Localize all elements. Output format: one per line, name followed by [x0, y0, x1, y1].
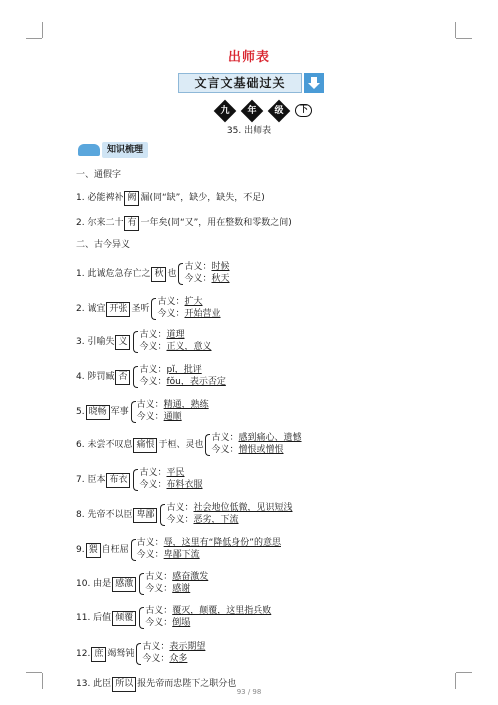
definition [145, 606, 271, 617]
grade-half: 下 [295, 104, 312, 117]
definition [145, 618, 190, 629]
definition-answer: 覆灭，颠覆，这里指兵败 [172, 606, 272, 616]
definition [139, 377, 225, 388]
item-text: 自枉屈 [101, 545, 129, 555]
definition-answer: 正义，意义 [166, 342, 212, 352]
list-item [76, 538, 281, 562]
definition-answer: 平民 [166, 468, 185, 478]
definition [166, 515, 238, 526]
boxed-word: 布衣 [106, 473, 130, 488]
definition [137, 400, 209, 411]
definition-answer: 布料衣服 [166, 480, 203, 490]
definition-answer: 众多 [169, 654, 188, 664]
lesson-subtitle: 35. 出师表 [226, 126, 272, 136]
item-text: 4. 陟罚臧 [76, 372, 115, 382]
brace [178, 263, 183, 285]
definition-label: 今义： [136, 412, 164, 422]
definition [184, 274, 229, 285]
boxed-word: 猥 [86, 543, 101, 558]
definition-label: 古义： [139, 365, 167, 375]
definition [137, 412, 182, 423]
section-heading: 一、通假字 [76, 170, 122, 180]
definition-label: 古义： [136, 400, 164, 410]
definition-label: 古义： [184, 262, 212, 272]
definition-label: 古义： [136, 538, 164, 548]
list-item [76, 433, 302, 457]
definition-label: 今义： [145, 584, 173, 594]
definition-answer: 恶劣，下流 [193, 515, 239, 525]
item-text: 竭驽钝 [107, 649, 135, 659]
crop-mark [455, 673, 456, 689]
definition-label: 古义： [142, 642, 170, 652]
definition [142, 642, 205, 653]
definition [139, 330, 184, 341]
list-item [76, 642, 206, 666]
definition-label: 古义： [139, 468, 167, 478]
grade-diamond: 年 [241, 99, 264, 122]
definition-label: 今义： [142, 654, 170, 664]
brace [131, 539, 136, 561]
definition-answer: 辱，这里有“降低身份”的意思 [163, 538, 281, 548]
definition-label: 今义： [184, 274, 212, 284]
definition-answer: 感奋激发 [172, 572, 209, 582]
crop-mark [455, 22, 456, 38]
boxed-word: 否 [115, 370, 130, 385]
definition [211, 445, 283, 456]
page-title: 出师表 [227, 50, 270, 65]
definition [145, 584, 190, 595]
definition-answer: 感谢 [172, 584, 191, 594]
crop-mark [26, 38, 42, 39]
item-text: 2. 诚宜 [76, 304, 106, 314]
item-text: 3. 引喻失 [76, 337, 115, 347]
definition [157, 309, 220, 320]
definition-answer: 时候 [211, 262, 230, 272]
definition [184, 262, 229, 273]
definition-answer: 表示期望 [169, 642, 206, 652]
definition-answer: 倒塌 [172, 618, 191, 628]
crop-mark [42, 673, 43, 689]
definition-label: 今义： [139, 480, 167, 490]
boxed-word: 所以 [112, 677, 136, 692]
definition-label: 今义： [139, 377, 167, 387]
boxed-word: 阙 [124, 191, 139, 206]
boxed-word: 义 [115, 335, 130, 350]
definition [139, 480, 202, 491]
banner-label: 文言文基础过关 [178, 73, 302, 93]
definition [166, 503, 292, 514]
book-icon [78, 144, 100, 156]
boxed-word: 秋 [151, 267, 166, 282]
definition-label: 古义： [145, 606, 173, 616]
definition [139, 468, 184, 479]
list-item [76, 503, 293, 527]
item-text: 12. [76, 649, 91, 659]
item-text: 2. 尔来二十 有 一年矣(同“又”，用在整数和零数之间) [76, 215, 292, 231]
definition-label: 古义： [211, 433, 239, 443]
boxed-word: 有 [124, 216, 139, 231]
definition-label: 古义： [157, 297, 185, 307]
list-item [76, 572, 209, 596]
brace [131, 401, 136, 423]
brace [139, 607, 144, 629]
brace [151, 298, 156, 320]
definition [157, 297, 202, 308]
definition [142, 654, 187, 665]
list-item [76, 297, 221, 321]
definition-label: 今义： [157, 309, 185, 319]
item-text: 11. 后值 [76, 613, 112, 623]
definition-label: 古义： [166, 503, 194, 513]
grade-diamond: 级 [268, 99, 291, 122]
boxed-word: 庶 [91, 647, 106, 662]
definition-label: 今义： [139, 342, 167, 352]
list-item [76, 468, 203, 492]
definition [137, 538, 281, 549]
brace [139, 573, 144, 595]
brace [136, 643, 141, 665]
definition [139, 342, 211, 353]
definition-label: 今义： [145, 618, 173, 628]
boxed-word: 开张 [106, 302, 130, 317]
item-text: 1. 必能裨补 阙 漏(同“缺”，缺少，缺失，不足) [76, 190, 265, 206]
crop-mark [42, 22, 43, 38]
definition-answer: pǐ，批评 [166, 365, 202, 375]
section-tag [78, 142, 152, 158]
definition-answer: 精通，熟练 [163, 400, 209, 410]
page-number: 93 / 98 [236, 688, 262, 696]
item-text: 7. 臣本 [76, 475, 106, 485]
definition [145, 572, 208, 583]
definition-answer: 社会地位低微，见识短浅 [193, 503, 293, 513]
item-text: 13. 此臣 所以 报先帝而忠陛下之职分也 [76, 676, 236, 692]
definition-answer: 通顺 [163, 412, 182, 422]
list-item [76, 330, 212, 354]
definition-label: 今义： [136, 550, 164, 560]
definition-answer: 秋天 [211, 274, 230, 284]
brace [205, 434, 210, 456]
boxed-word: 痛恨 [133, 438, 157, 453]
definition [211, 433, 301, 444]
brace [133, 366, 138, 388]
grade-diamond: 九 [214, 99, 237, 122]
definition-answer: 开始营业 [184, 309, 221, 319]
definition [139, 365, 201, 376]
grade-badge [214, 100, 312, 118]
list-item [76, 606, 272, 630]
section-tag-label: 知识梳理 [102, 142, 148, 158]
item-text: 8. 先帝不以臣 [76, 510, 133, 520]
definition-answer: 扩大 [184, 297, 203, 307]
boxed-word: 卑鄙 [133, 508, 157, 523]
definition-answer: 憎恨或憎恨 [238, 445, 284, 455]
definition-label: 古义： [145, 572, 173, 582]
item-text: 6. 未尝不叹息 [76, 440, 133, 450]
list-item [76, 262, 230, 286]
list-item [76, 365, 226, 389]
section-banner [178, 73, 324, 93]
item-text: 9. [76, 545, 85, 555]
definition-answer: 道理 [166, 330, 185, 340]
boxed-word: 倾覆 [112, 611, 136, 626]
item-text: 10. 由是 [76, 579, 112, 589]
brace [133, 331, 138, 353]
brace [160, 504, 165, 526]
boxed-word: 晓畅 [86, 405, 110, 420]
boxed-word: 感激 [112, 577, 136, 592]
definition-label: 今义： [166, 515, 194, 525]
item-text: 1. 此诚危急存亡之 [76, 269, 151, 279]
definition-label: 古义： [139, 330, 167, 340]
down-arrow-icon [304, 73, 324, 93]
item-text: 也 [167, 269, 177, 279]
item-text: 军事 [110, 407, 129, 417]
definition-answer: fǒu，表示否定 [166, 377, 226, 387]
item-text: 于桓、灵也 [158, 440, 204, 450]
definition [137, 550, 200, 561]
list-item [76, 400, 209, 424]
definition-label: 今义： [211, 445, 239, 455]
brace [133, 469, 138, 491]
item-text: 圣听 [131, 304, 150, 314]
definition-answer: 感到痛心、遗憾 [238, 433, 302, 443]
definition-answer: 卑鄙下流 [163, 550, 200, 560]
crop-mark [26, 672, 42, 673]
section-heading: 二、古今异义 [76, 240, 131, 250]
item-text: 5. [76, 407, 85, 417]
crop-mark [456, 672, 472, 673]
crop-mark [456, 38, 472, 39]
